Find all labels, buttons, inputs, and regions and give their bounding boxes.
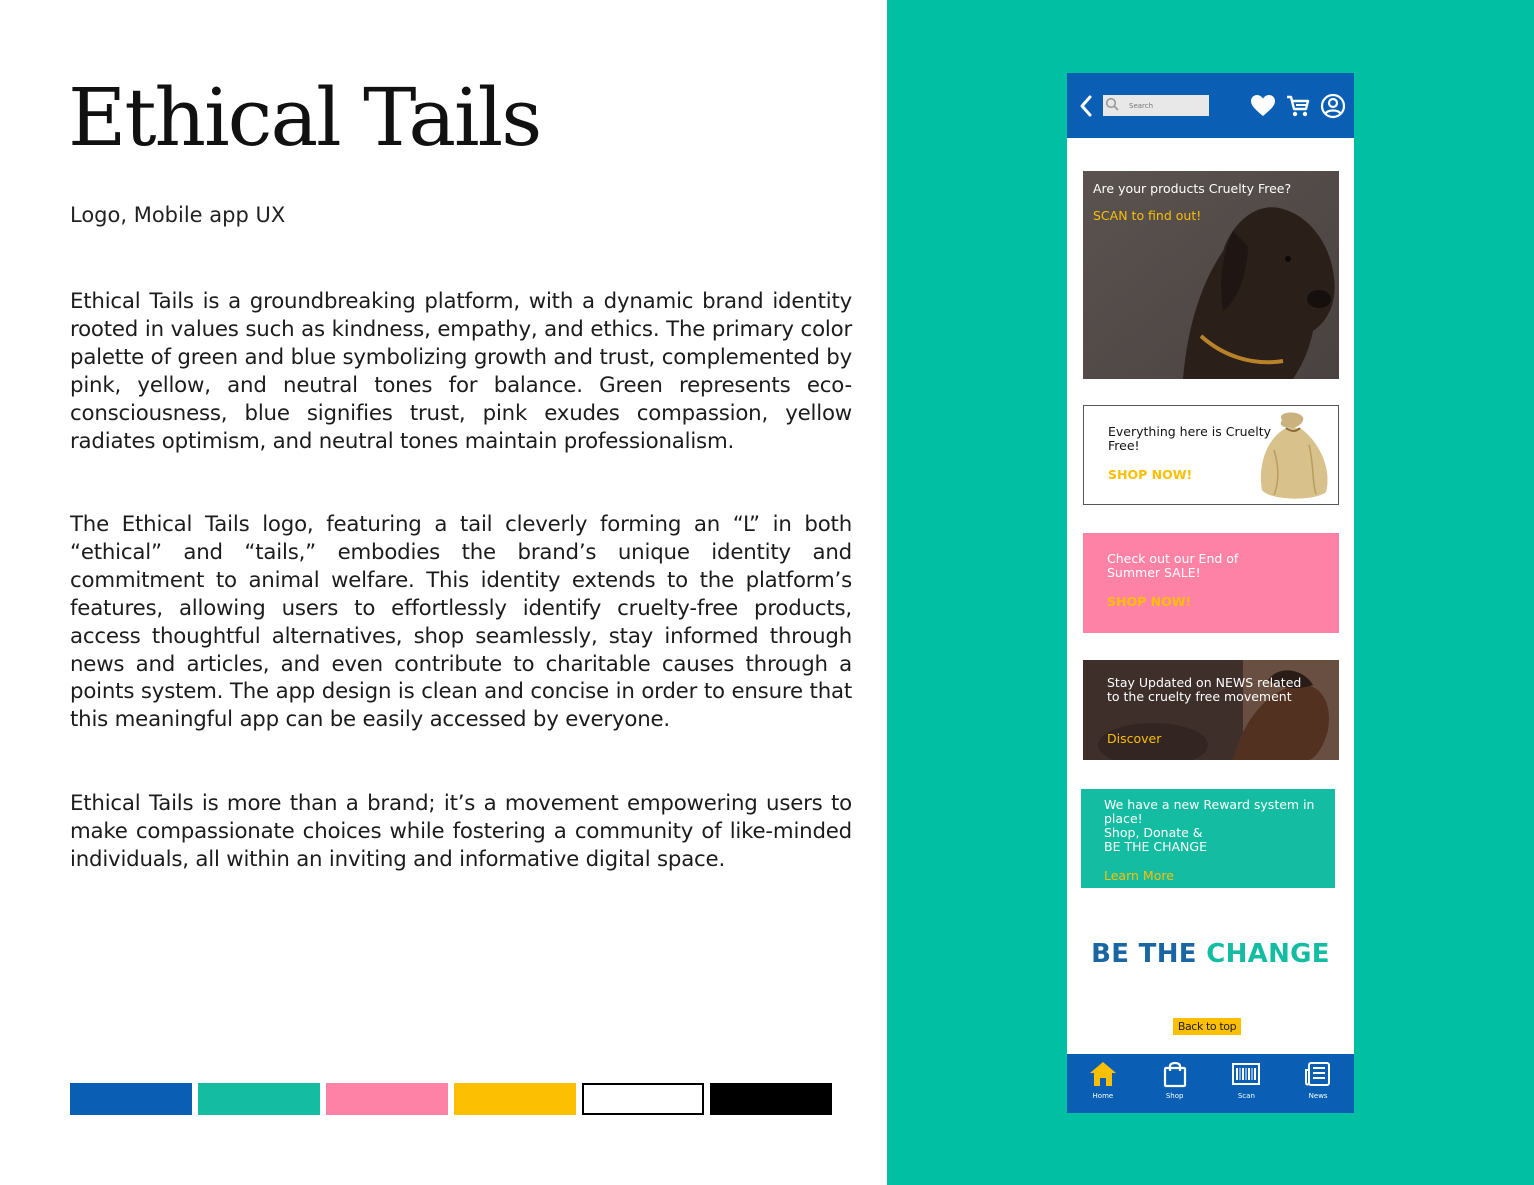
swatch-yellow xyxy=(454,1083,576,1115)
news-card-title: Stay Updated on NEWS related to the cruelty free movement xyxy=(1107,675,1302,704)
news-card-cta[interactable]: Discover xyxy=(1107,731,1162,746)
back-to-top-button[interactable]: Back to top xyxy=(1173,1018,1241,1035)
project-subtitle: Logo, Mobile app UX xyxy=(70,203,286,227)
swatch-green xyxy=(198,1083,320,1115)
nav-news[interactable] xyxy=(1288,1058,1348,1100)
heart-icon[interactable] xyxy=(1250,93,1276,119)
nav-shop-label: Shop xyxy=(1165,1092,1184,1100)
shopping-bag-icon xyxy=(1159,1058,1191,1090)
nav-scan-label: Scan xyxy=(1237,1092,1255,1100)
swatch-white xyxy=(582,1083,704,1115)
sale-card-cta[interactable]: SHOP NOW! xyxy=(1107,594,1192,609)
swatch-black xyxy=(710,1083,832,1115)
cart-icon[interactable] xyxy=(1285,93,1311,119)
shop-card-cta[interactable]: SHOP NOW! xyxy=(1108,467,1193,482)
chevron-left-icon[interactable] xyxy=(1075,91,1097,121)
nav-home-label: Home xyxy=(1092,1092,1114,1100)
bottom-nav-bar xyxy=(1067,1054,1354,1113)
paragraph-movement: Ethical Tails is more than a brand; it’s a movement empowering users to make compassionate choices while fostering a community of like-minded individuals, all within an inviting and informative digital space. xyxy=(70,791,852,872)
color-palette xyxy=(70,1083,832,1115)
mockup-panel xyxy=(887,0,1534,1185)
scan-card-title: Are your products Cruelty Free? xyxy=(1093,181,1292,196)
home-icon xyxy=(1087,1058,1119,1090)
slogan-part-2: CHANGE xyxy=(1206,939,1330,969)
search-input[interactable] xyxy=(1129,102,1209,110)
account-icon[interactable] xyxy=(1320,93,1346,119)
reward-card-title: We have a new Reward system in place! Shop, Donate & BE THE CHANGE xyxy=(1104,797,1315,854)
reward-card-cta[interactable]: Learn More xyxy=(1104,868,1174,883)
swatch-blue xyxy=(70,1083,192,1115)
nav-shop[interactable] xyxy=(1145,1058,1205,1100)
shop-promo-card[interactable] xyxy=(1083,405,1339,505)
scan-card-cta[interactable]: SCAN to find out! xyxy=(1093,208,1202,223)
sale-card-title: Check out our End of Summer SALE! xyxy=(1107,551,1239,580)
dog-photo xyxy=(1083,171,1339,379)
newspaper-icon xyxy=(1302,1058,1334,1090)
nav-scan[interactable] xyxy=(1216,1058,1276,1100)
barcode-icon xyxy=(1230,1058,1262,1090)
project-title: Ethical Tails xyxy=(68,71,541,164)
reward-promo-card[interactable] xyxy=(1081,789,1335,888)
slogan-part-1: BE THE xyxy=(1091,939,1197,969)
app-top-bar xyxy=(1067,73,1354,138)
nav-news-label: News xyxy=(1308,1092,1328,1100)
sale-promo-card[interactable] xyxy=(1083,533,1339,633)
shop-card-title: Everything here is Cruelty Free! xyxy=(1108,424,1272,453)
search-bar[interactable] xyxy=(1103,95,1209,116)
nav-home[interactable] xyxy=(1073,1058,1133,1100)
paragraph-intro: Ethical Tails is a groundbreaking platform, with a dynamic brand identity rooted in values such as kindness, empathy, and ethics. The primary color palette of green and blue symbolizing growth and trust, complemented by pink, yellow, and neutral tones for balance. Green represents eco-consciousness, blue signifies trust, pink exudes compassion, yellow radiates optimism, and neutral tones maintain professionalism. xyxy=(70,289,852,454)
be-the-change-slogan xyxy=(1067,939,1354,969)
news-promo-card[interactable] xyxy=(1083,660,1339,760)
swatch-pink xyxy=(326,1083,448,1115)
phone-screen xyxy=(1067,73,1354,1113)
scan-promo-card[interactable] xyxy=(1083,171,1339,379)
burlap-bag-image xyxy=(1254,410,1334,502)
search-icon xyxy=(1105,96,1119,115)
paragraph-logo: The Ethical Tails logo, featuring a tail cleverly forming an “L” in both “ethical” and “tails,” embodies the brand’s unique identity and commitment to animal welfare. This identity extends to the platform’s features, allowing users to effortlessly identify cruelty-free products, access thoughtful alternatives, shop seamlessly, stay informed through news and articles, and even contribute to charitable causes through a points system. The app design is clean and concise in order to ensure that this meaningful app can be easily accessed by everyone. xyxy=(70,512,852,733)
